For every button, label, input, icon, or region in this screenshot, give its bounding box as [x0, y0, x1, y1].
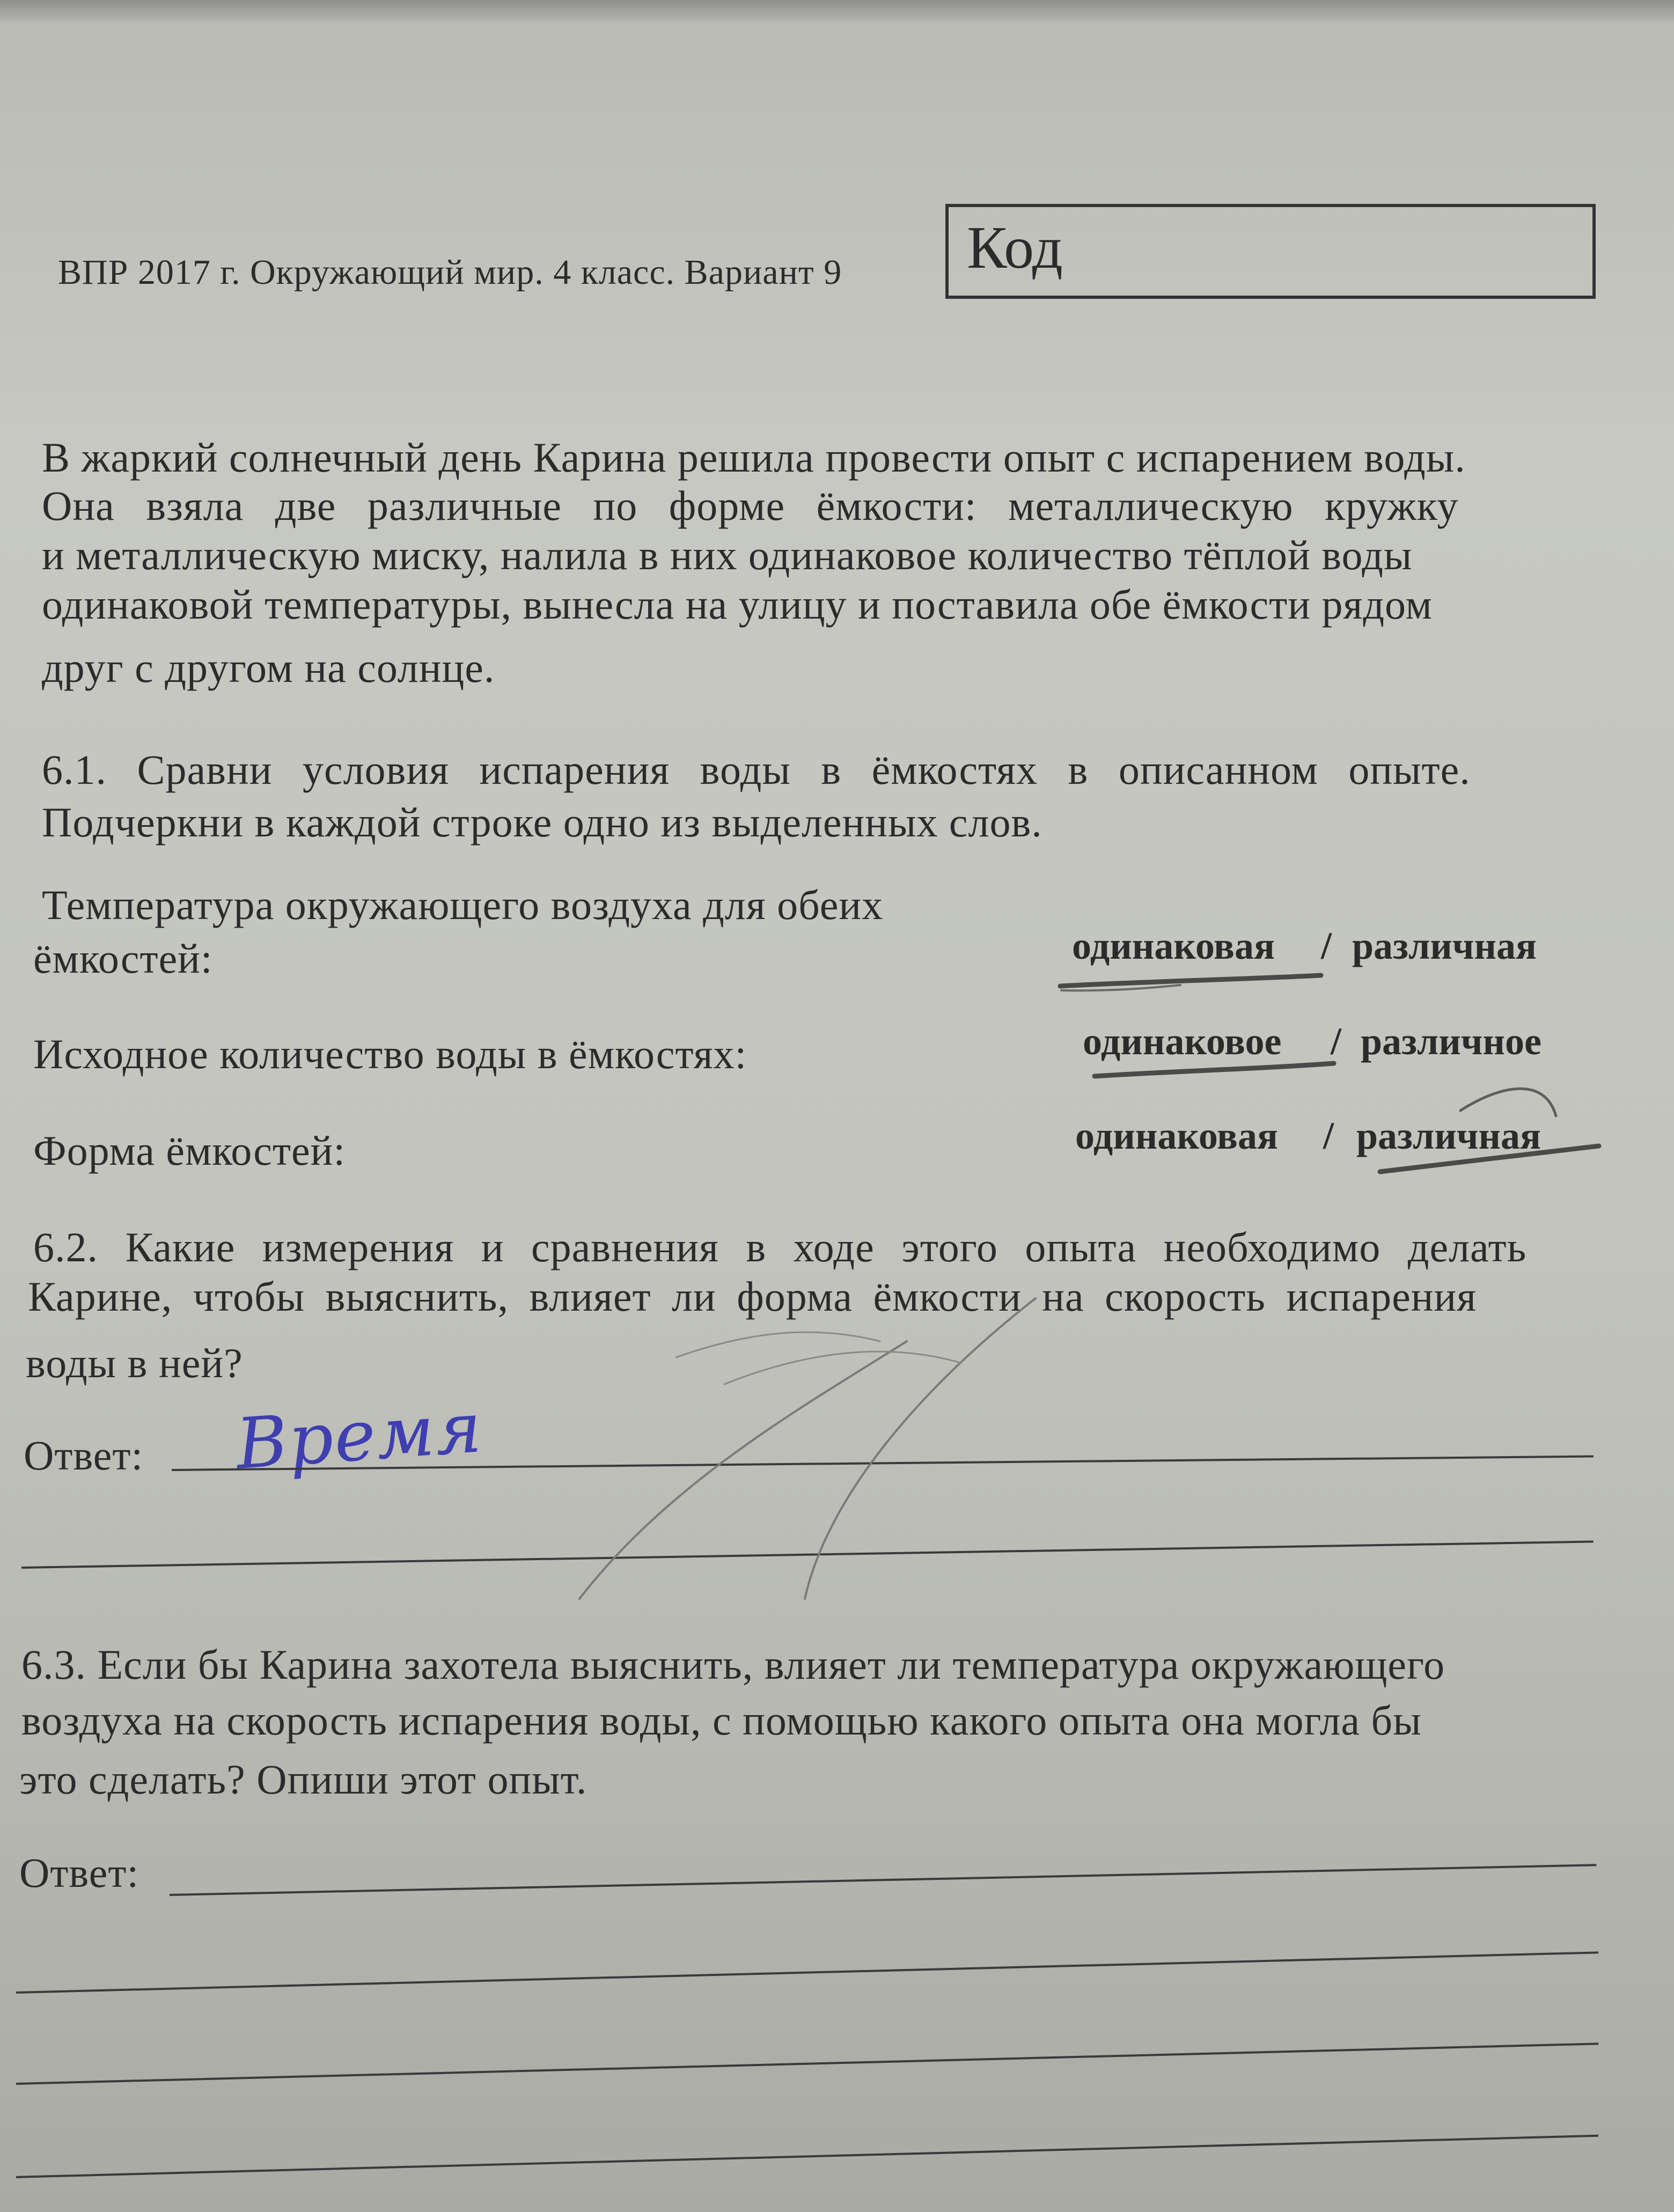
stray-pencil-stroke — [579, 1341, 907, 1599]
q61-row2-option-different[interactable]: различное — [1361, 1020, 1541, 1063]
intro-line: Она взяла две различные по форме ёмкости: металлическую кружку — [42, 482, 1459, 529]
row2-underline — [1095, 1063, 1334, 1076]
q62-handwritten-answer[interactable]: Время — [233, 1386, 486, 1485]
q61-row3-separator: / — [1323, 1114, 1334, 1157]
q63-answer-label: Ответ: — [19, 1849, 140, 1896]
intro-line: одинаковой температуры, вынесла на улицу и поставила обе ёмкости рядом — [42, 581, 1433, 628]
q63-prompt: 6.3. Если бы Карина захотела выяснить, влияет ли температура окружающего — [21, 1641, 1445, 1688]
header-title: ВПР 2017 г. Окружающий мир. 4 класс. Вариант 9 — [58, 253, 842, 292]
q62-answer-label: Ответ: — [24, 1432, 144, 1479]
q61-row3-option-different[interactable]: различная — [1356, 1114, 1541, 1157]
row3-underline — [1380, 1146, 1599, 1172]
row3-pencil-hook — [1460, 1089, 1556, 1116]
q61-row1-option-different[interactable]: различная — [1352, 924, 1537, 967]
stray-pencil-stroke — [805, 1298, 1036, 1599]
intro-line: В жаркий солнечный день Карина решила провести опыт с испарением воды. — [42, 434, 1466, 481]
code-label: Код — [967, 215, 1063, 281]
q61-instruction: Подчеркни в каждой строке одно из выделенных слов. — [42, 799, 1042, 846]
q61-row3-option-same[interactable]: одинаковая — [1075, 1114, 1278, 1157]
stray-pencil-stroke — [724, 1351, 960, 1384]
q63-prompt: это сделать? Опиши этот опыт. — [19, 1756, 588, 1803]
row1-underline — [1060, 975, 1321, 986]
q61-row1-option-same[interactable]: одинаковая — [1072, 924, 1275, 967]
q61-prompt: 6.1. Сравни условия испарения воды в ёмкостях в описанном опыте. — [42, 746, 1471, 793]
q63-prompt: воздуха на скорость испарения воды, с помощью какого опыта она могла бы — [21, 1697, 1422, 1744]
q62-prompt: 6.2. Какие измерения и сравнения в ходе этого опыта необходимо делать — [33, 1224, 1527, 1270]
q61-row2-option-same[interactable]: одинаковое — [1083, 1020, 1282, 1063]
q62-prompt: воды в ней? — [26, 1340, 243, 1386]
q61-row1-separator: / — [1321, 924, 1332, 967]
q61-row1-label: ёмкостей: — [33, 935, 213, 982]
q61-row2-separator: / — [1331, 1020, 1342, 1063]
q62-prompt: Карине, чтобы выяснить, влияет ли форма ёмкости на скорость испарения — [28, 1273, 1477, 1320]
q61-row2-label: Исходное количество воды в ёмкостях: — [33, 1031, 747, 1077]
intro-line: друг с другом на солнце. — [42, 644, 495, 691]
intro-line: и металлическую миску, налила в них одинаковое количество тёплой воды — [42, 532, 1413, 578]
q61-row3-label: Форма ёмкостей: — [33, 1127, 346, 1174]
q61-row1-label: Температура окружающего воздуха для обеих — [42, 881, 884, 928]
